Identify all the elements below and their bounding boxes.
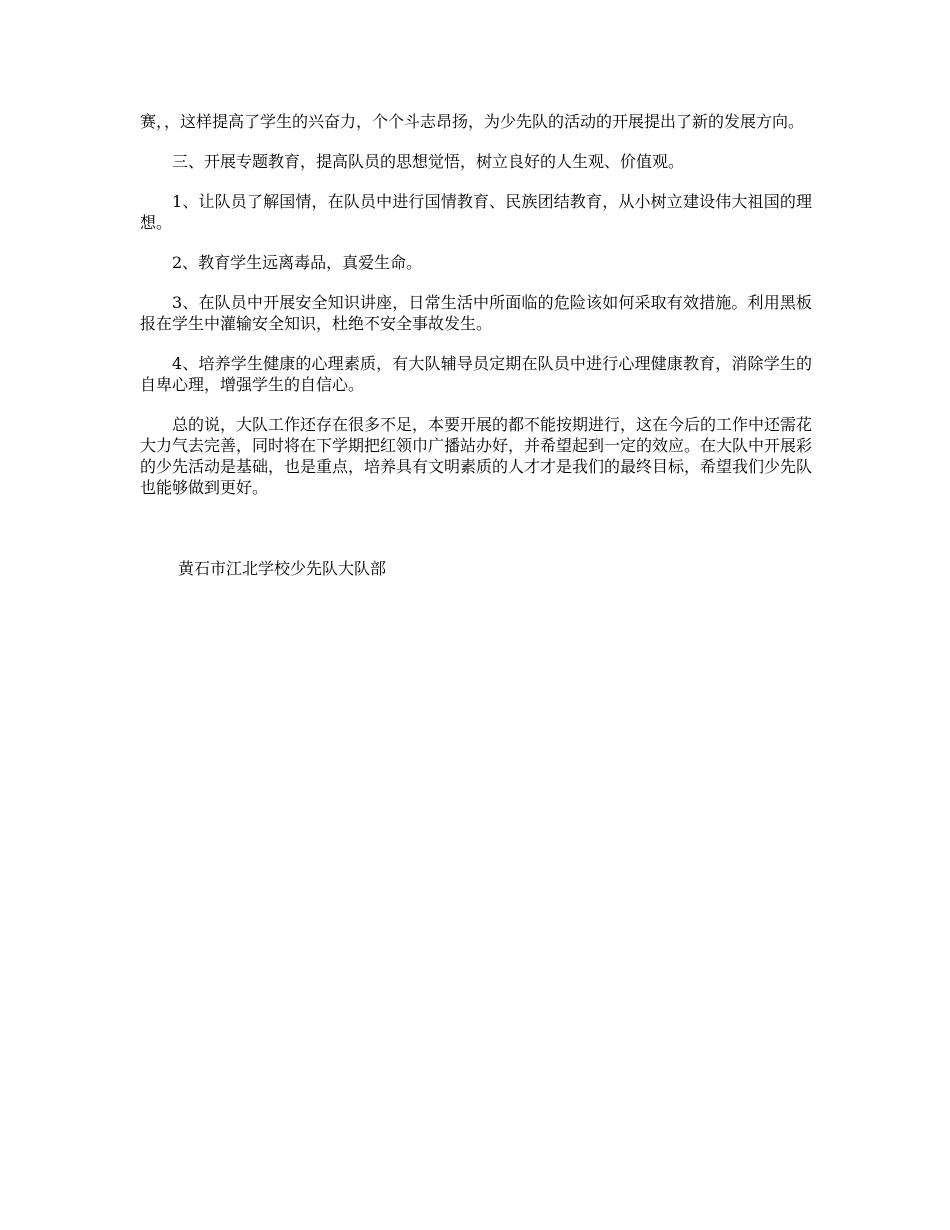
list-item-2: 2、教育学生远离毒品，真爱生命。 (172, 253, 423, 272)
list-item-4: 4、培养学生健康的心理素质，有大队辅导员定期在队员中进行心理健康教育，消除学生的自卑心理，增强学生的自信心。 (140, 354, 812, 394)
summary-paragraph: 总的说，大队工作还存在很多不足，本要开展的都不能按期进行，这在今后的工作中还需花大力气去完善，同时将在下学期把红领巾广播站办好，并希望起到一定的效应。在大队中开展彩的少先活动是基础，也是重点，培养具有文明素质的人才才是我们的最终目标，希望我们少先队也能够做到更好。 (140, 415, 813, 497)
list-item-3: 3、在队员中开展安全知识讲座，日常生活中所面临的危险该如何采取有效措施。利用黑板报在学生中灌输安全知识，杜绝不安全事故发生。 (140, 293, 812, 333)
list-item-1: 1、让队员了解国情，在队员中进行国情教育、民族团结教育，从小树立建设伟大祖国的理想。 (140, 192, 812, 232)
section-heading-three: 三、开展专题教育，提高队员的思想觉悟，树立良好的人生观、价值观。 (172, 152, 685, 171)
paragraph-continuation: 赛，，这样提高了学生的兴奋力，个个斗志昂扬，为少先队的活动的开展提出了新的发展方向。 (140, 112, 805, 131)
signature-line: 黄石市江北学校少先队大队部 (178, 559, 387, 578)
document-body (140, 111, 812, 579)
